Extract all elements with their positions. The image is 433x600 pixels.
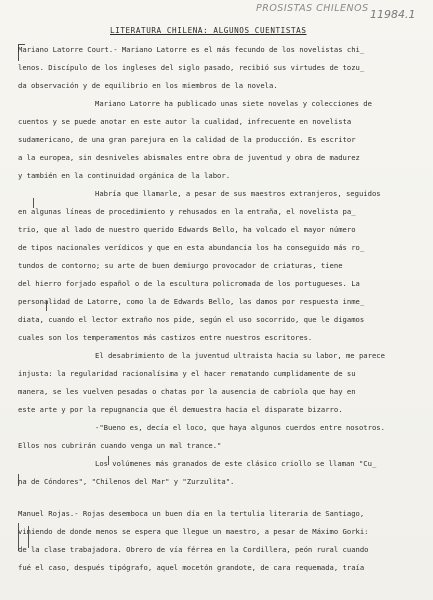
- text-line: este arte y por la repugnancia que él demuestra hacia el disparate bizarro.: [18, 405, 343, 414]
- text-line: manera, se les vuelven pesadas o chatas por la ausencia de cabriola que hay en: [18, 387, 356, 396]
- text-line: na de Cóndores", "Chilenos del Mar" y "Zurzulita".: [18, 477, 235, 486]
- text-line: da observación y de equilibrio en los miembros de la novela.: [18, 81, 278, 90]
- text-line: y también en la continuidad orgánica de la labor.: [18, 171, 231, 180]
- text-line: Los volúmenes más granados de este clásico criollo se llaman "Cu_: [95, 459, 377, 468]
- text-line: fué el caso, después tipógrafo, aquel mocetón grandote, de cara requemada, traía: [18, 563, 365, 572]
- handwritten-title: PROSISTAS CHILENOS: [256, 3, 369, 14]
- text-line: en algunas líneas de procedimiento y rehusados en la entraña, el novelista pa_: [18, 207, 356, 216]
- text-line: viniendo de donde menos se espera que llegue un maestro, a pesar de Máximo Gorki:: [18, 527, 369, 536]
- text-line: Habría que llamarle, a pesar de sus maestros extranjeros, seguidos: [95, 189, 381, 198]
- text-line: injusta: la regularidad racionalísima y el hacer rematando cumplidamente de su: [18, 369, 356, 378]
- text-line: personalidad de Latorre, como la de Edwards Bello, las damos por respuesta inme_: [18, 297, 365, 306]
- text-line: Mariano Latorre Court.- Mariano Latorre es el más fecundo de los novelistas chi_: [18, 45, 365, 54]
- text-line: cuales son los temperamentos más castizos entre nuestros escritores.: [18, 333, 313, 342]
- text-line: -"Bueno es, decía el loco, que haya algunos cuerdos entre nosotros.: [95, 423, 385, 432]
- text-line: trio, que al lado de nuestro querido Edwards Bello, ha volcado el mayor número: [18, 225, 356, 234]
- text-line: de la clase trabajadora. Obrero de vía férrea en la Cordillera, peón rural cuando: [18, 545, 369, 554]
- text-line: de tipos nacionales verídicos y que en esta abundancia los ha conseguido más ro_: [18, 243, 365, 252]
- text-line: El desabrimiento de la juventud ultraista hacia su labor, me parece: [95, 351, 385, 360]
- text-line: cuentos y se puede anotar en este autor la cualidad, infrecuente en novelista: [18, 117, 352, 126]
- text-line: tundos de contorno; su arte de buen demiurgo provocador de criaturas, tiene: [18, 261, 343, 270]
- text-line: lenos. Discípulo de los ingleses del siglo pasado, recibió sus virtudes de tozu_: [18, 63, 365, 72]
- text-line: a la europea, sin desniveles abismales entre obra de juventud y obra de madurez: [18, 153, 360, 162]
- text-line: del hierro forjado español o de la escultura policromada de los portugueses. La: [18, 279, 360, 288]
- document-title: LITERATURA CHILENA: ALGUNOS CUENTISTAS: [110, 26, 307, 35]
- text-line: Mariano Latorre ha publicado unas siete novelas y colecciones de: [95, 99, 372, 108]
- text-line: Manuel Rojas.- Rojas desemboca un buen día en la tertulia literaria de Santiago,: [18, 509, 365, 518]
- handwritten-code: 11984.1: [370, 8, 416, 21]
- text-line: Ellos nos cubrirán cuando venga un mal trance.": [18, 441, 222, 450]
- text-line: sudamericano, de una gran parejura en la calidad de la producción. Es escritor: [18, 135, 356, 144]
- text-line: diata, cuando el lector extraño nos pide, según el uso socorrido, que le digamos: [18, 315, 365, 324]
